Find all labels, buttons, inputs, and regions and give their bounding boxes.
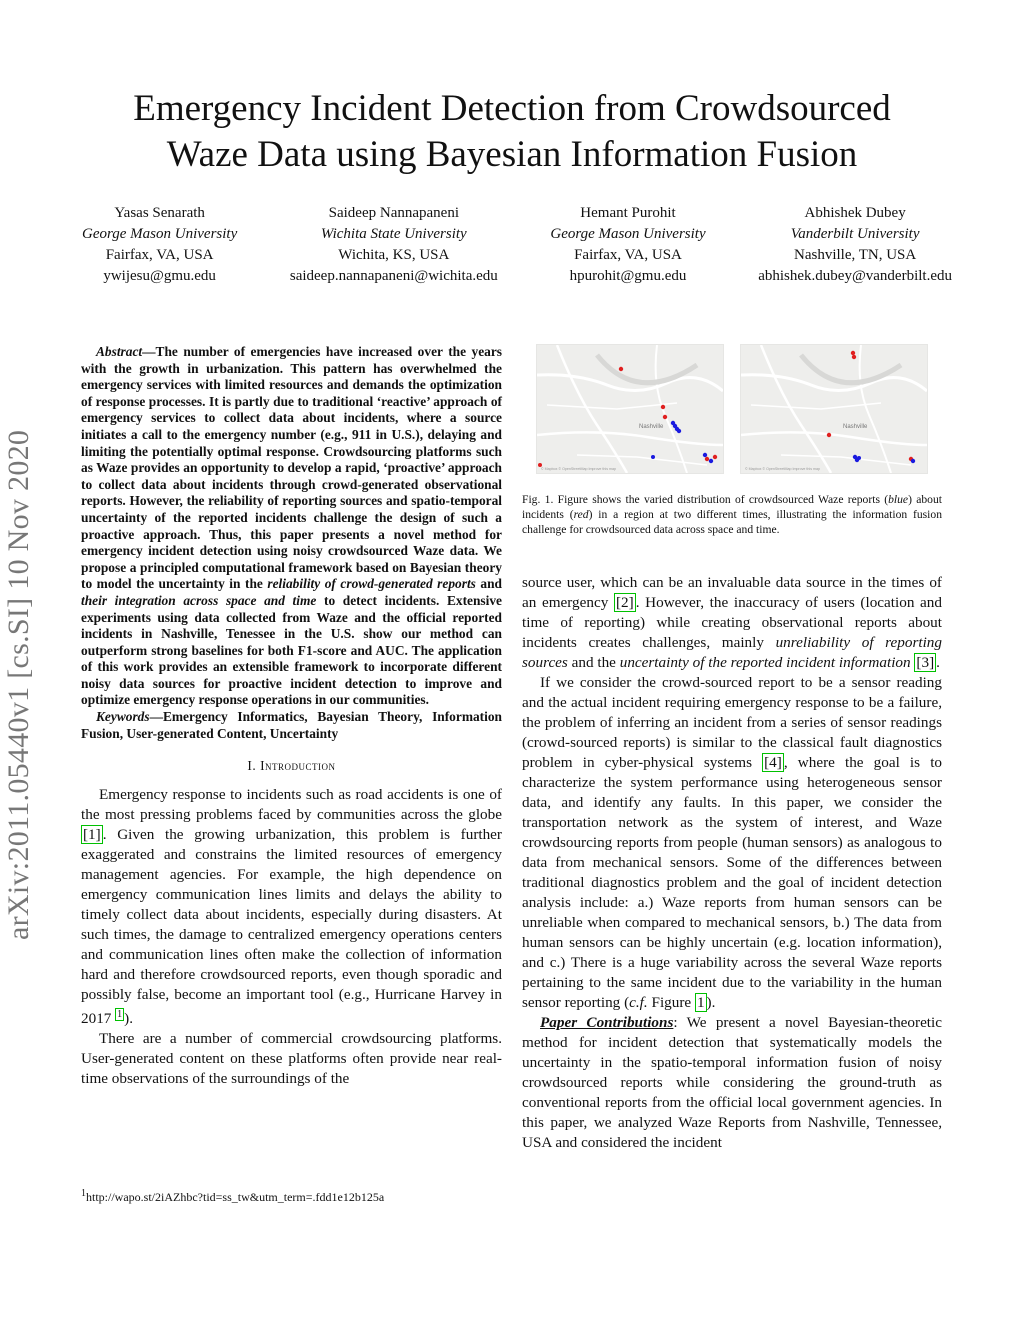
paragraph-text: ). xyxy=(124,1009,134,1027)
figure-link[interactable]: 1 xyxy=(696,994,705,1011)
author-1 xyxy=(82,203,237,287)
abstract-text: to detect incidents. Extensive experiments using data collected from Waze and the official reported incidents in Nashville, Tenessee in the U.S. show our method can outperform strong baselines for both F1-score and AUC. The application of this work provides an extensible framework to incorporate different noisy data sources for proactive incident detection to improve and optimize emergency response operations in our communities. xyxy=(81,592,503,708)
map-city-label: Nashville xyxy=(639,424,664,430)
report-point xyxy=(703,453,707,457)
author-affiliation: George Mason University xyxy=(82,226,238,242)
paragraph-text: : We present a novel Bayesian-theoretic method for incident detection that systematically models the uncertainty in the spatio-temporal information fusion of noisy crowdsourced reports while considering the ground-truth as conventional reports from the official local government agencies. In this paper, we analyzed Waze Reports from Nashville, Tennessee, USA and considered the incident xyxy=(522,1014,942,1151)
caption-text: ) about incidents ( xyxy=(522,493,942,521)
paragraph-text: Emergency response to incidents such as road accidents is one of the most pressing problems faced by communities across the globe xyxy=(81,785,502,823)
author-location: Fairfax, VA, USA xyxy=(105,247,214,263)
footnote-number: 1 xyxy=(81,1188,86,1199)
incident-point xyxy=(619,367,623,371)
caption-emphasis: blue xyxy=(888,493,909,506)
section-number: I. xyxy=(247,758,257,774)
incident-point xyxy=(538,463,542,467)
paragraph-text: , where the goal is to characterize the system performance using heterogeneous sensor data, and identify any faults. In this paper, we consider the transportation network as the system of interest, and Waze crowdsourcing reports from people (human sensors) as analogous to data from mechanical sensors. Some of the differences between traditional diagnostics problem and the goal of incident detection analysis include: a.) Waze reports from human sensors can be unreliable when compared to mechanical sensors, b.) The data from human sensors can be highly uncertain (e.g. location information), and c.) There is a huge variability across the several Waze reports pertaining to the same incident due to the variability in the human sensor reporting ( xyxy=(522,754,943,1011)
map-road xyxy=(537,432,723,445)
right-column xyxy=(522,344,942,1153)
abstract-text: —The number of emergencies have increased over the years with the growth in urbanization. This pattern has overwhelmed the emergency services with limited resources and demands the optimization of response processes. It is partly due to traditional ‘reactive’ approach of emergency services to collect data about incidents, where a source initiates a call to the emergency number (e.g., 911 in U.S.), delaying and limiting the potentially optimal response. Crowdsourcing platforms such as Waze provides an opportunity to develop a rapid, ‘proactive’ approach to collect data about incidents through crowd-generated observational reports. However, the reliability of reporting sources and spatio-temporal uncertainty of the reported incidents challenge the design of such a proactive approach. Thus, this paper presents a novel method for emergency incident detection using noisy crowdsourced Waze data. We propose a principled computational framework based on Bayesian theory to model the uncertainty in the xyxy=(81,344,502,592)
author-location: Nashville, TN, USA xyxy=(794,247,917,263)
introduction xyxy=(81,785,502,1089)
map-road xyxy=(577,455,707,465)
keywords-label: Keywords xyxy=(96,709,150,725)
caption-text: Fig. 1. Figure shows the varied distribution of crowdsourced Waze reports ( xyxy=(522,493,889,506)
author-name: Yasas Senarath xyxy=(114,205,205,221)
report-point xyxy=(651,455,655,459)
map-graphic xyxy=(741,345,927,473)
report-point xyxy=(857,456,861,460)
footnote xyxy=(81,1186,502,1205)
map-attribution: © Mapbox © OpenStreetMap Improve this map xyxy=(541,467,617,471)
author-4 xyxy=(758,203,952,287)
map-road xyxy=(547,403,677,409)
author-location: Wichita, KS, USA xyxy=(338,247,450,263)
report-point xyxy=(677,429,681,433)
author-affiliation: George Mason University xyxy=(550,226,706,242)
map-graphic xyxy=(537,345,723,473)
paragraph-text: . However, the inaccuracy of users (location and time of reporting) while creating observational reports about incidents creates challenges, mainly xyxy=(522,594,942,651)
arxiv-stamp: arXiv:2011.05440v1 [cs.SI] 10 Nov 2020 xyxy=(2,429,35,940)
section-title: Introduction xyxy=(260,758,336,774)
keywords-text: —Emergency Informatics, Bayesian Theory, Information Fusion, User-generated Content, Uncertainty xyxy=(81,709,502,741)
abstract-emphasis: reliability of crowd-generated reports xyxy=(267,576,476,592)
author-3 xyxy=(550,203,705,287)
paragraph-text: . Given the growing urbanization, this problem is further exaggerated and constrains the limited resources of emergency management agencies. For example, the high dependence on emergency communication lines limits and delays the ability to timely collect data about incidents, especially during disasters. At such times, the damage to centralized emergency operations centers and communication lines often make the collection of information hard and therefore crowdsourced reports, even though sporadic and possibly false, become an important tool (e.g., Hurricane Harvey in 2017 xyxy=(81,825,502,1027)
author-name: Hemant Purohit xyxy=(580,205,676,221)
title-line-1: Emergency Incident Detection from Crowdsourced xyxy=(133,88,891,129)
incident-point xyxy=(852,355,856,359)
author-affiliation: Vanderbilt University xyxy=(790,226,920,242)
map-time-2 xyxy=(740,344,928,474)
abstract-emphasis: their integration across space and time xyxy=(81,592,317,608)
author-email: saideep.nannapaneni@wichita.edu xyxy=(289,268,498,284)
author-email: ywijesu@gmu.edu xyxy=(103,268,216,284)
map-road xyxy=(781,455,911,465)
incident-point xyxy=(663,415,667,419)
caption-text: ) in a region at two different times, illustrating the information fusion challenge for crowdsourced data across space and time. xyxy=(522,508,942,536)
paragraph-emphasis: unreliability of reporting sources xyxy=(522,634,942,671)
report-point xyxy=(709,459,713,463)
paragraph-text: If we consider the crowd-sourced report to be a sensor reading and the actual incident requiring emergency response to be a failure, the problem of inferring an incident from a series of sensor readings (crowd-sourced reports) is similar to the classical fault diagnostics problem in cyber-physical systems xyxy=(522,674,942,771)
abstract-text: and xyxy=(475,576,502,592)
paragraph-text: . xyxy=(936,654,940,671)
body-paragraph-3 xyxy=(522,1013,942,1153)
right-body xyxy=(522,573,942,1153)
map-road xyxy=(741,432,927,445)
report-point xyxy=(911,459,915,463)
map-road xyxy=(751,403,881,409)
paragraph-text: ). xyxy=(706,994,716,1011)
map-time-1 xyxy=(536,344,724,474)
left-column xyxy=(81,344,502,1089)
intro-paragraph-2: There are a number of commercial crowdsourcing platforms. User-generated content on these platforms often provide near real-time observations of the surroundings of the xyxy=(81,1029,502,1087)
citation-link[interactable]: [2] xyxy=(615,594,634,611)
footnote-link[interactable]: 1 xyxy=(117,1008,123,1020)
incident-markers xyxy=(538,367,717,467)
map-attribution: © Mapbox © OpenStreetMap Improve this map xyxy=(745,467,821,471)
author-email: abhishek.dubey@vanderbilt.edu xyxy=(758,268,952,284)
author-name: Abhishek Dubey xyxy=(804,205,906,221)
paper-title xyxy=(60,86,964,178)
abstract-label: Abstract xyxy=(96,344,143,359)
map-road xyxy=(656,345,687,473)
body-paragraph-2 xyxy=(522,673,942,1013)
author-block xyxy=(82,203,952,287)
incident-point xyxy=(713,455,717,459)
title-line-2: Waze Data using Bayesian Information Fusion xyxy=(166,134,858,175)
figure-caption xyxy=(522,492,942,537)
map-city-label: Nashville xyxy=(843,424,868,430)
incident-point xyxy=(661,405,665,409)
footnote-url[interactable]: http://wapo.st/2iAZhbc?tid=ss_tw&utm_term=.fdd1e12b125a xyxy=(86,1190,385,1204)
paragraph-text: source user, which can be an invaluable data source in the times of an emergency xyxy=(522,574,942,611)
abstract xyxy=(81,344,502,709)
paper-contributions-label: Paper Contributions xyxy=(540,1014,674,1031)
paragraph-emphasis: uncertainty of the reported incident information xyxy=(619,654,911,671)
citation-link[interactable]: [4] xyxy=(764,754,782,771)
caption-emphasis: red xyxy=(573,508,589,521)
paragraph-text: and the xyxy=(567,654,620,671)
author-2 xyxy=(290,203,498,287)
paragraph-emphasis: c.f. xyxy=(629,994,648,1011)
map-road xyxy=(860,345,891,473)
citation-link[interactable]: [1] xyxy=(83,825,101,843)
keywords xyxy=(81,709,502,742)
citation-link[interactable]: [3] xyxy=(916,654,935,671)
paragraph-text: Figure xyxy=(647,994,695,1011)
figure-maps xyxy=(522,344,942,474)
incident-point xyxy=(705,457,709,461)
incident-point xyxy=(827,433,831,437)
section-heading xyxy=(81,758,502,775)
body-paragraph-1 xyxy=(522,573,942,673)
author-name: Saideep Nannapaneni xyxy=(328,205,459,221)
intro-paragraph-1 xyxy=(81,785,502,1029)
author-email: hpurohit@gmu.edu xyxy=(569,268,687,284)
author-location: Fairfax, VA, USA xyxy=(574,247,682,263)
author-affiliation: Wichita State University xyxy=(320,226,467,242)
incident-point xyxy=(851,351,855,355)
